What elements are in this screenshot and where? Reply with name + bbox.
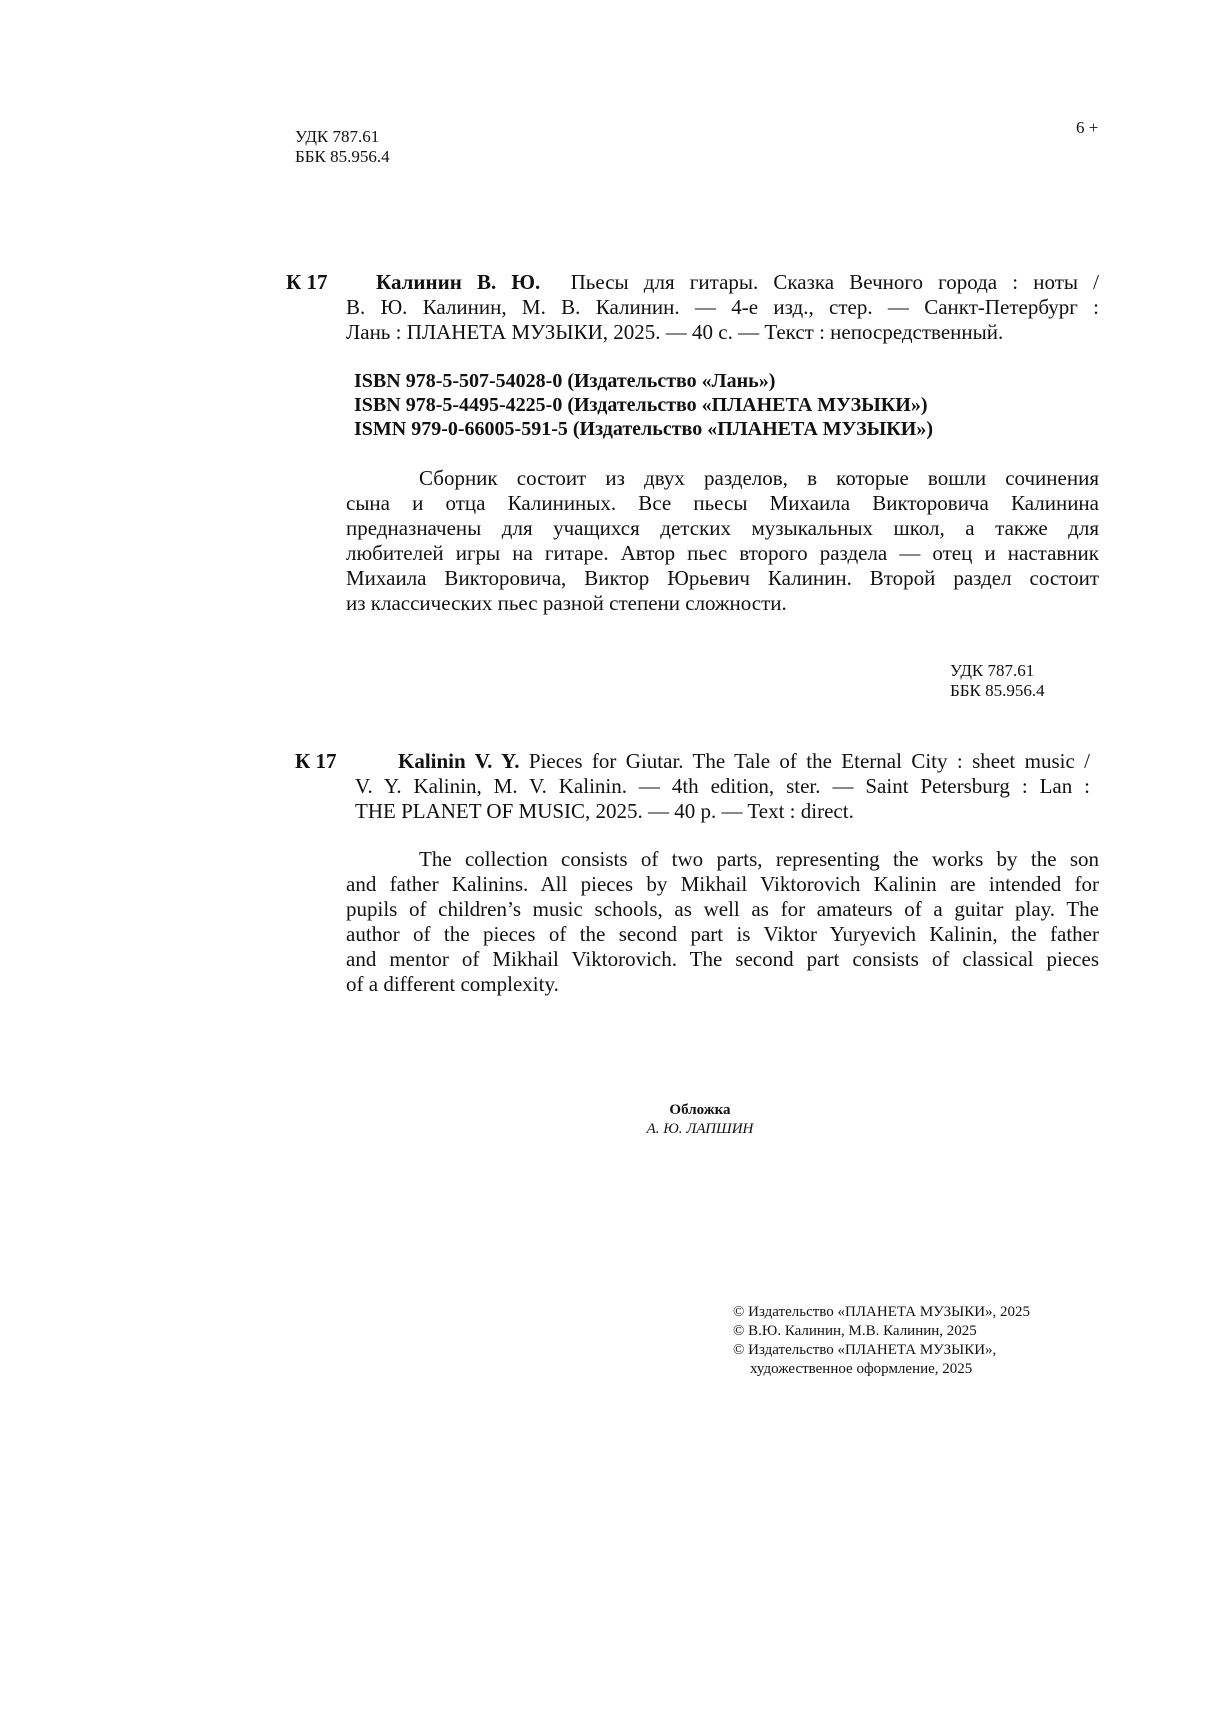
ru-entry-author: Калинин В. Ю.	[376, 270, 541, 294]
isbn-lan: ISBN 978-5-507-54028-0 (Издательство «Лань»)	[354, 370, 776, 392]
ru-abstract-line: Сборник состоит из двух разделов, в которые вошли сочинения	[419, 466, 1099, 490]
ru-abstract-line: из классических пьес разной степени сложности.	[346, 591, 787, 615]
ru-entry-line3: Лань : ПЛАНЕТА МУЗЫКИ, 2025. — 40 с. — Текст : непосредственный.	[346, 320, 1004, 344]
ismn-planeta: ISMN 979-0-66005-591-5 (Издательство «ПЛАНЕТА МУЗЫКИ»)	[354, 418, 934, 440]
cover-artist: А. Ю. ЛАПШИН	[646, 1121, 754, 1137]
entry-bbk: ББК 85.956.4	[950, 681, 1045, 700]
en-entry-author: Kalinin V. Y.	[398, 749, 520, 773]
entry-udk: УДК 787.61	[950, 661, 1035, 680]
cover-credit	[600, 1101, 800, 1139]
ru-abstract-line: Михаила Викторовича, Виктор Юрьевич Калинин. Второй раздел состоит	[346, 566, 1099, 590]
en-entry-record	[355, 749, 1090, 824]
ru-entry-line1	[346, 270, 1099, 295]
ru-entry-record	[346, 270, 1099, 345]
en-abstract-line: and father Kalinins. All pieces by Mikhail Viktorovich Kalinin are intended for	[346, 872, 1099, 896]
age-rating: 6 +	[1076, 118, 1099, 137]
header-bbk: ББК 85.956.4	[295, 147, 390, 166]
copyright-line: © Издательство «ПЛАНЕТА МУЗЫКИ», 2025	[733, 1304, 1031, 1320]
copyright-line: © Издательство «ПЛАНЕТА МУЗЫКИ»,	[733, 1342, 997, 1358]
cover-label: Обложка	[669, 1102, 731, 1118]
identifiers-block	[354, 369, 933, 441]
en-abstract-line: author of the pieces of the second part is Viktor Yuryevich Kalinin, the father	[346, 922, 1099, 946]
entry-classification	[950, 661, 1045, 701]
en-abstract	[346, 847, 1099, 997]
en-entry-line1	[355, 749, 1090, 774]
ru-entry-code: К 17	[286, 270, 328, 294]
en-entry-code: К 17	[295, 749, 337, 773]
en-entry-title: Pieces for Giutar. The Tale of the Eternal City : sheet music /	[528, 749, 1091, 773]
en-abstract-line: and mentor of Mikhail Viktorovich. The second part consists of classical pieces	[346, 947, 1099, 971]
isbn-planeta: ISBN 978-5-4495-4225-0 (Издательство «ПЛАНЕТА МУЗЫКИ»)	[354, 394, 928, 416]
ru-abstract-line: любителей игры на гитаре. Автор пьес второго раздела — отец и наставник	[346, 541, 1099, 565]
ru-abstract-line: предназначены для учащихся детских музыкальных школ, а также для	[346, 516, 1099, 540]
copyright-block	[733, 1303, 1030, 1379]
copyright-line: художественное оформление, 2025	[750, 1361, 973, 1377]
ru-abstract-line: сына и отца Калининых. Все пьесы Михаила Викторовича Калинина	[346, 491, 1099, 515]
ru-entry-line2: В. Ю. Калинин, М. В. Калинин. — 4-е изд., стер. — Санкт-Петербург :	[346, 295, 1099, 319]
ru-abstract	[346, 466, 1099, 616]
en-entry-line2: V. Y. Kalinin, M. V. Kalinin. — 4th edition, ster. — Saint Petersburg : Lan :	[355, 774, 1090, 798]
en-entry-line3: THE PLANET OF MUSIC, 2025. — 40 p. — Text : direct.	[355, 799, 854, 823]
header-classification	[295, 127, 390, 167]
en-abstract-line: pupils of children’s music schools, as well as for amateurs of a guitar play. The	[346, 897, 1099, 921]
en-abstract-line: of a different complexity.	[346, 972, 559, 996]
ru-entry-title: Пьесы для гитары. Сказка Вечного города : ноты /	[570, 270, 1100, 294]
copyright-line: © В.Ю. Калинин, М.В. Калинин, 2025	[733, 1323, 977, 1339]
en-abstract-line: The collection consists of two parts, representing the works by the son	[419, 847, 1099, 871]
header-udk: УДК 787.61	[295, 127, 380, 146]
